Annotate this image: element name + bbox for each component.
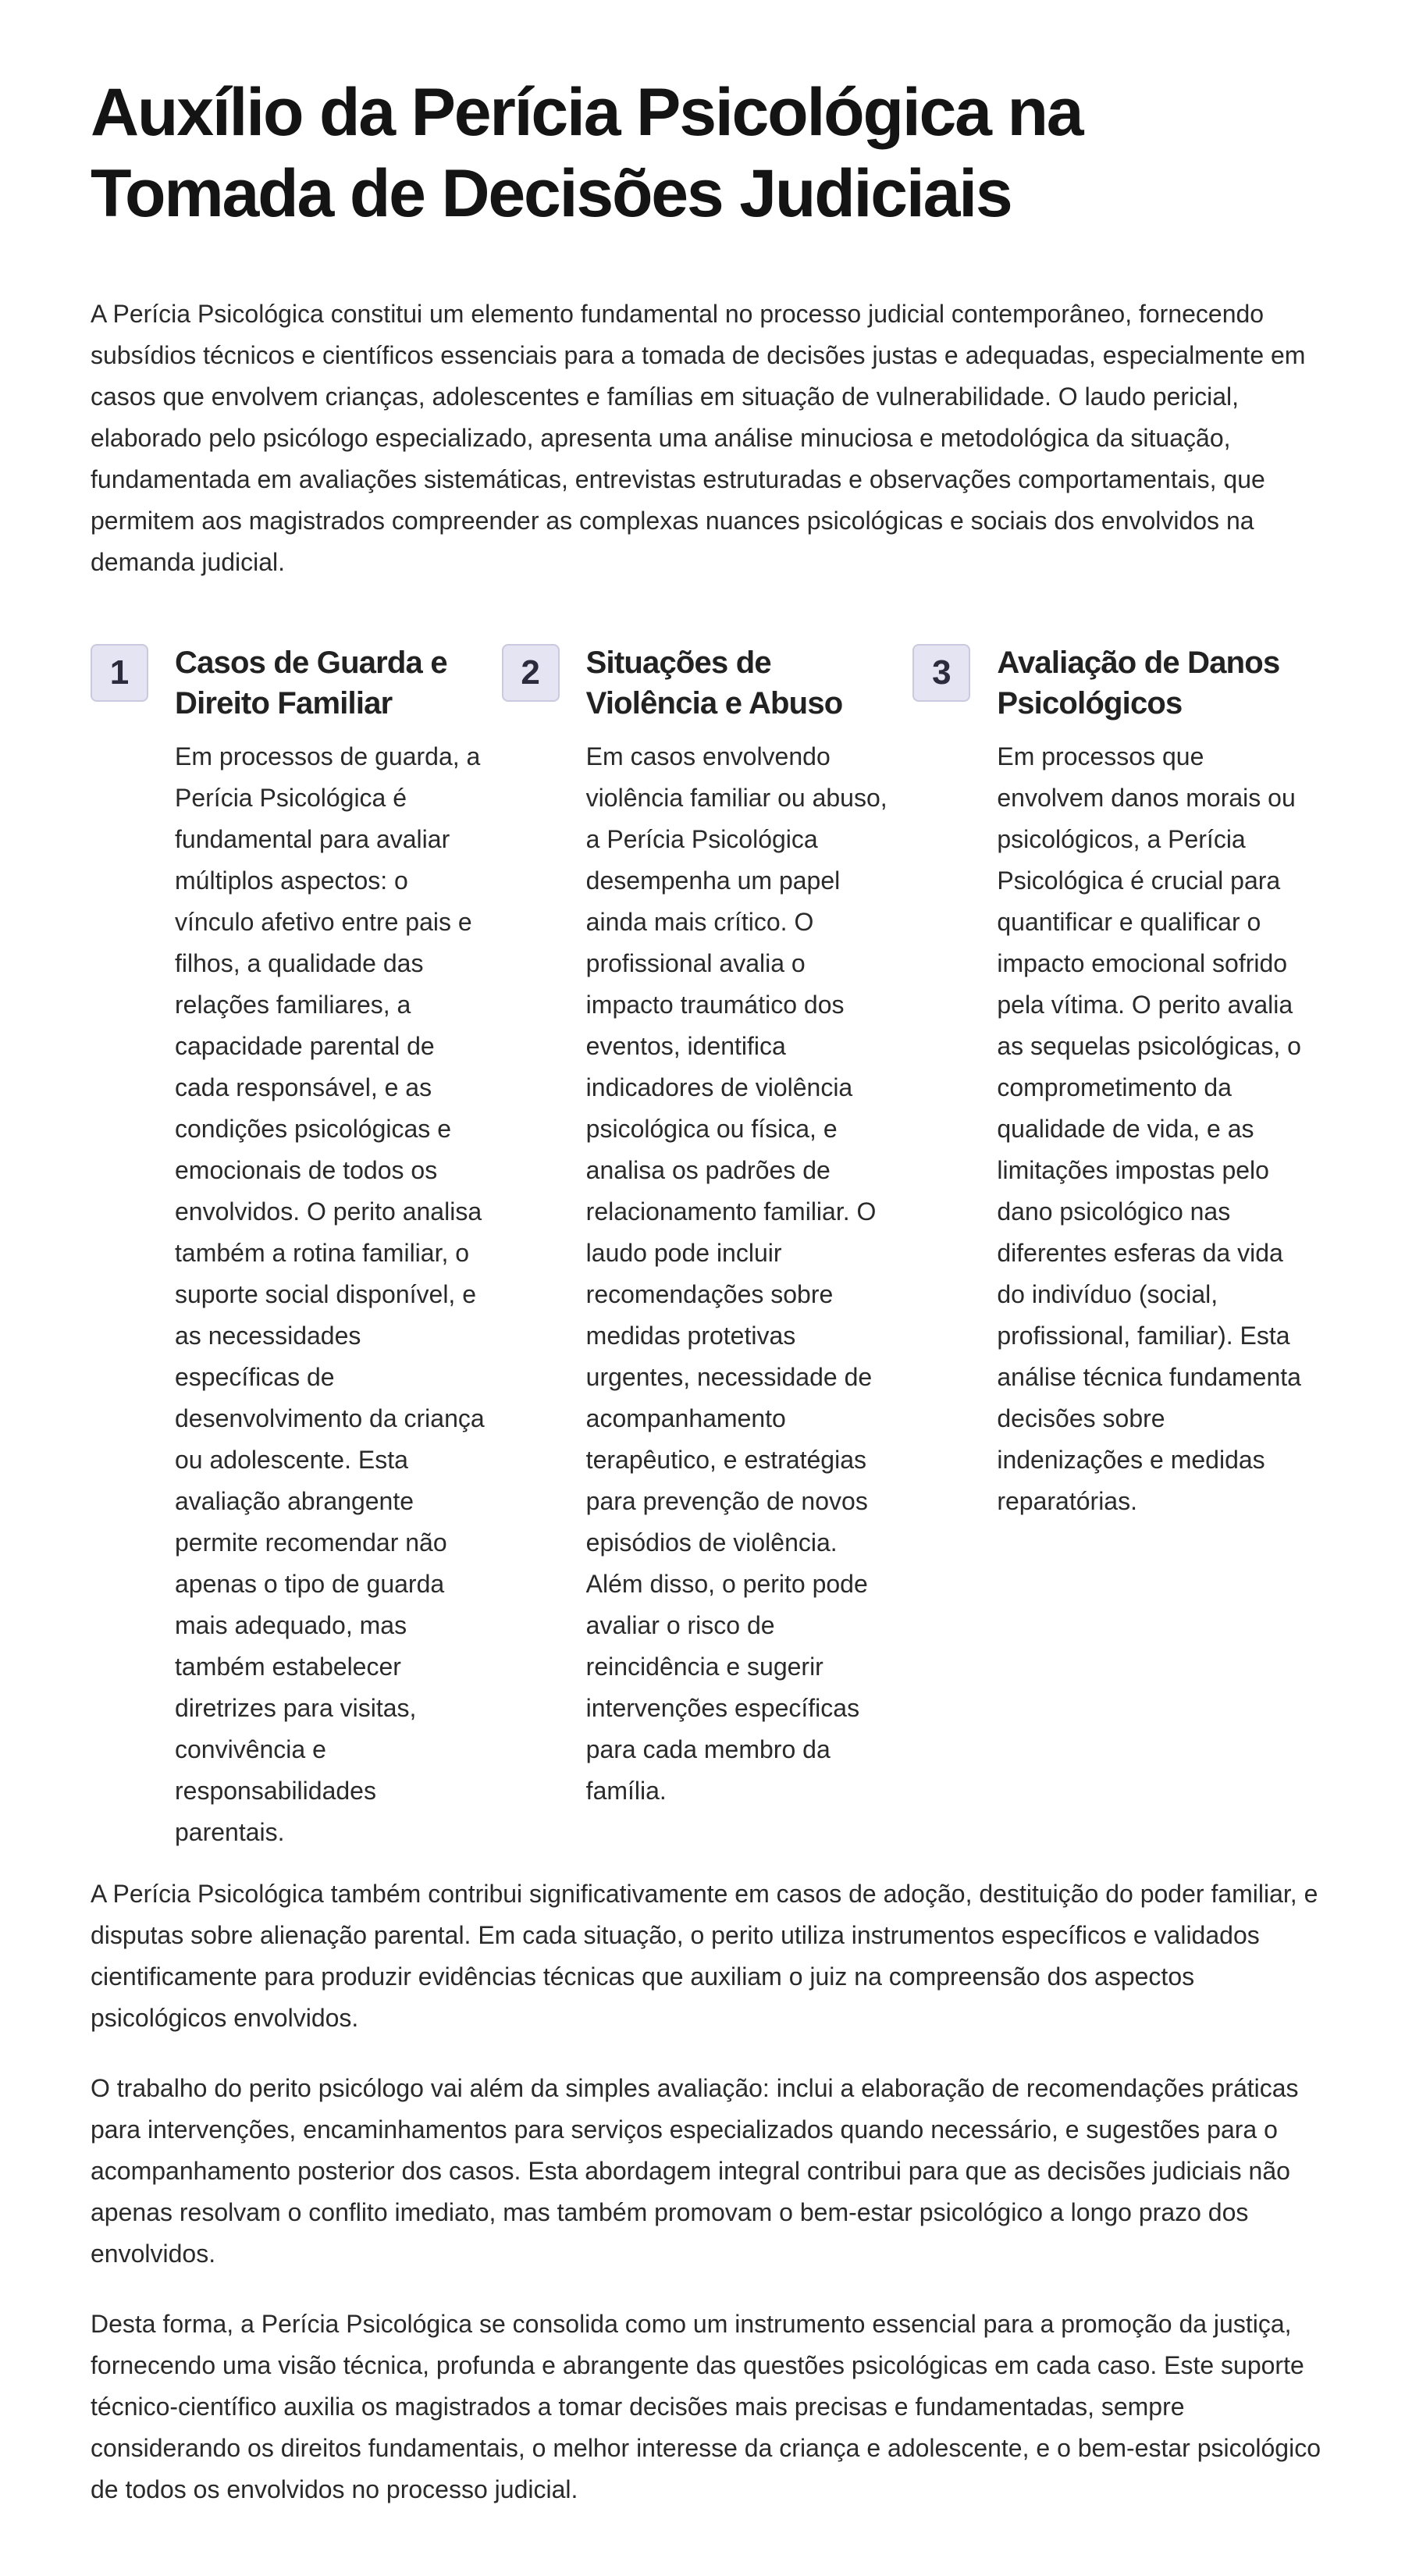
sections-grid bbox=[91, 642, 1324, 1853]
section-violencia bbox=[502, 642, 913, 1853]
section-danos bbox=[912, 642, 1324, 1853]
section-body bbox=[997, 642, 1309, 1522]
body-paragraph: O trabalho do perito psicólogo vai além da simples avaliação: inclui a elaboração de recomendações práticas para intervenções, encaminhamentos para serviços especializados quando necessário, e sugestões para o acompanhamento posterior dos casos. Esta abordagem integral contribui para que as decisões judiciais não apenas resolvam o conflito imediato, mas também promovam o bem-estar psicológico a longo prazo dos envolvidos. bbox=[91, 2074, 1299, 2268]
section-title: Situações de Violência e Abuso bbox=[585, 646, 843, 720]
section-body bbox=[586, 642, 898, 1812]
section-text: Em processos que envolvem danos morais ou psicológicos, a Perícia Psicológica é crucial para quantificar e qualificar o impacto emocional sofrido pela vítima. O perito avalia as sequelas psicológicas, o comprometimento da qualidade de vida, e as limitações impostas pelo dano psicológico nas diferentes esferas da vida do indivíduo (social, profissional, familiar). Esta análise técnica fundamenta decisões sobre indenizações e medidas reparatórias. bbox=[997, 742, 1301, 1515]
body-paragraph: A Perícia Psicológica também contribui significativamente em casos de adoção, destituição do poder familiar, e disputas sobre alienação parental. Em cada situação, o perito utiliza instrumentos específicos e validados cientificamente para produzir evidências técnicas que auxiliam o juiz na compreensão dos aspectos psicológicos envolvidos. bbox=[91, 1880, 1318, 2032]
conclusion-paragraph: Desta forma, a Perícia Psicológica se consolida como um instrumento essencial para a promoção da justiça, fornecendo uma visão técnica, profunda e abrangente das questões psicológicas em cada caso. Este suporte técnico-científico auxilia os magistrados a tomar decisões mais precisas e fundamentadas, sempre considerando os direitos fundamentais, o melhor interesse da criança e adolescente, e o bem-estar psicológico de todos os envolvidos no processo judicial. bbox=[91, 2310, 1321, 2503]
section-number-badge: 3 bbox=[912, 644, 970, 702]
section-number-badge: 1 bbox=[91, 644, 148, 702]
section-text: Em processos de guarda, a Perícia Psicológica é fundamental para avaliar múltiplos aspectos: o vínculo afetivo entre pais e filhos, a qualidade das relações familiares, a capacidade parental de cada responsável, e as condições psicológicas e emocionais de todos os envolvidos. O perito analisa também a rotina familiar, o suporte social disponível, e as necessidades específicas de desenvolvimento da criança ou adolescente. Esta avaliação abrangente permite recomendar não apenas o tipo de guarda mais adequado, mas também estabelecer diretrizes para visitas, convivência e responsabilidades parentais. bbox=[175, 742, 485, 1846]
section-title: Casos de Guarda e Direito Familiar bbox=[175, 646, 447, 720]
section-guarda bbox=[91, 642, 502, 1853]
section-title: Avaliação de Danos Psicológicos bbox=[997, 646, 1280, 720]
section-text: Em casos envolvendo violência familiar ou abuso, a Perícia Psicológica desempenha um papel ainda mais crítico. O profissional avalia o impacto traumático dos eventos, identifica indicadores de violência psicológica ou física, e analisa os padrões de relacionamento familiar. O laudo pode incluir recomendações sobre medidas protetivas urgentes, necessidade de acompanhamento terapêutico, e estratégias para prevenção de novos episódios de violência. Além disso, o perito pode avaliar o risco de reincidência e sugerir intervenções específicas para cada membro da família. bbox=[585, 742, 887, 1805]
intro-paragraph: A Perícia Psicológica constitui um elemento fundamental no processo judicial contemporâneo, fornecendo subsídios técnicos e científicos essenciais para a tomada de decisões justas e adequadas, especialmente em casos que envolvem crianças, adolescentes e famílias em situação de vulnerabilidade. O laudo pericial, elaborado pelo psicólogo especializado, apresenta uma análise minuciosa e metodológica da situação, fundamentada em avaliações sistemáticas, entrevistas estruturadas e observações comportamentais, que permitem aos magistrados compreender as complexas nuances psicológicas e sociais dos envolvidos na demanda judicial. bbox=[91, 300, 1306, 576]
section-body bbox=[175, 642, 487, 1853]
section-number-badge: 2 bbox=[502, 644, 560, 702]
page-title: Auxílio da Perícia Psicológica na Tomada de Decisões Judiciais bbox=[91, 75, 1083, 231]
